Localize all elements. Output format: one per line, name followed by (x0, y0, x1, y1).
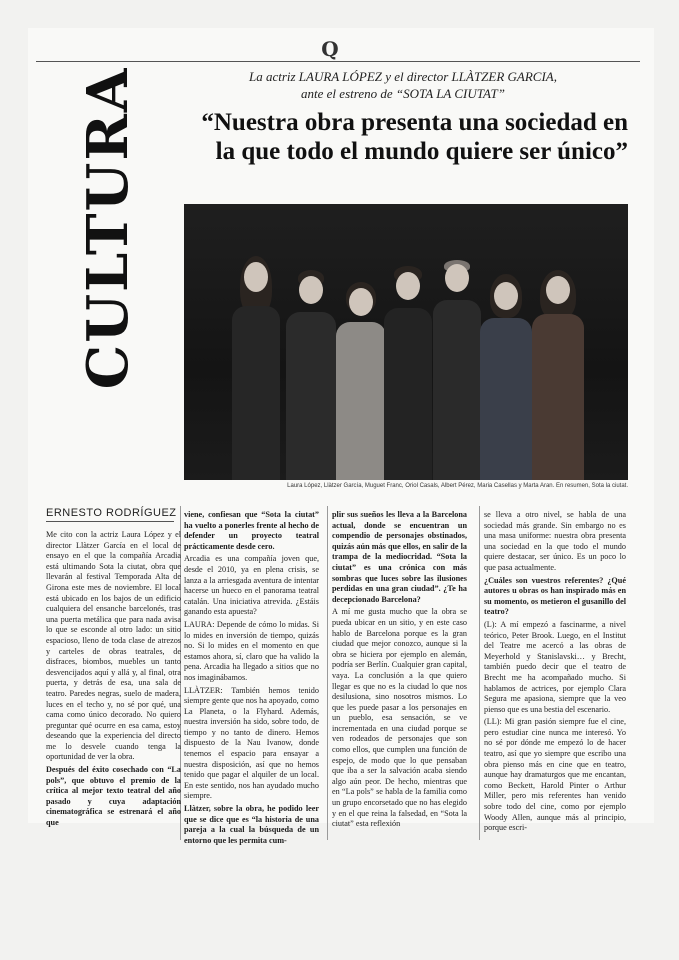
photo-caption: Laura López, Llàtzer García, Muguet Franc, Oriol Casals, Albert Pérez, Maria Casellas y Marta Aran. En resumen, Sota la ciutat. (287, 483, 628, 489)
article-column-1 (46, 530, 181, 835)
top-rule (36, 61, 640, 62)
publication-logo: Q (321, 37, 339, 61)
kicker (228, 68, 578, 102)
person-figure (228, 256, 284, 480)
byline-rule (46, 521, 174, 522)
article-column-4 (484, 510, 626, 840)
kicker-line-2: ante el estreno de “SOTA LA CIUTAT” (301, 86, 505, 101)
paragraph: ¿Cuáles son vuestros referentes? ¿Qué autores u obras os han inspirado más en su momento, os metieron el gusanillo del teatro? (484, 575, 626, 617)
headline: “Nuestra obra presenta una sociedad en la que todo el mundo quiere ser único” (201, 109, 628, 165)
paragraph: Después del éxito cosechado con “La pols”, que obtuvo el premio de la crítica al mejor texto teatral del año pasado y cuya adaptación cinematográfica se estrenará el año que (46, 765, 181, 828)
paragraph: (LL): Mi gran pasión siempre fue el cine, pero estudiar cine nunca me interesó. Yo no sé por dónde me empezó lo de hacer teatro, así que yo siempre que escribo una obra pienso más en cine que en teatro, aunque hay dramaturgos que me encantan, como Beckett, Harold Pinter o Arthur Miller, pero mis referentes han venido sobre todo del cine, como por ejemplo Woody Allen, aunque más al principio, porque escri- (484, 717, 626, 833)
section-label (60, 64, 156, 392)
paragraph: LAURA: Depende de cómo lo midas. Si lo mides en inversión de tiempo, quizás no. Si lo mides en el momento en que estamos ahora, sí, claro que ha valido la pena. Arcadia ha llegado a sitios que no nos imaginábamos. (184, 619, 319, 682)
section-title: CULTURA (75, 66, 141, 390)
byline: ERNESTO RODRÍGUEZ (46, 507, 177, 519)
person-figure (528, 270, 588, 480)
paragraph: LLÀTZER: También hemos tenido siempre gente que nos ha apoyado, como La Planeta, o la Flyhard. Además, nuestra inversión ha sido, sobre todo, de tiempo y no tanto de dinero. Hemos dispuesto de la Nau Ivanow, donde tenemos el espacio para ensayar a nuestra disposición, así que no hemos tenido que pagar el alquiler de un local. En este sentido, nos han ayudado mucho siempre. (184, 685, 319, 801)
paragraph: Arcadia es una compañía joven que, desde el 2010, ya en plena crisis, se lanza a la arriesgada aventura de intentar hacerse un hueco en el panorama teatral catalán. Una iniciativa atrevida. ¿Estáis ganando esta apuesta? (184, 554, 319, 617)
paragraph: A mí me gusta mucho que la obra se pueda ubicar en un sitio, y en este caso hablo de Barcelona porque es la gran ciudad que mejor conozco, aunque si la obra se hiciera por ejemplo en alemán, podría ser Berlín. Cualquier gran capital, vaya. La conclusión a la que quiero llegar es que no es la ciudad lo que nos desilusiona, sino nosotros mismos. Lo que les puede pasar a los personajes en un pueblo, esa sensación, se ve incrementada en una ciudad porque se ven rodeados de personajes que son como ellos, que cumplen una función de espejo, de modo que lo que pensaban que iba a ser la salvación acaba siendo algo aún peor. De hecho, mientras que en “La pols” se habla de la familia como un grupo encorsetado que no has elegido y en el que reina la falsedad, en “Sota la ciutat” esta reflexión (332, 607, 467, 829)
paragraph: se lleva a otro nivel, se habla de una sociedad más grande. Sin embargo no es una masa uniforme: nuestra obra presenta una sociedad en la que todo el mundo quiere destacar, ser único. Es un poco lo que pasa actualmente. (484, 510, 626, 572)
article-column-3 (332, 510, 467, 840)
column-rule (479, 506, 480, 840)
paragraph: plir sus sueños les lleva a la Barcelona actual, donde se encuentran un compendio de personajes obstinados, quizás aún más que ellos, en salir de la trampa de la mediocridad. “Sota la ciutat” es una crónica con más sombras que luces sobre las ilusiones perdidas en una gran ciudad”. ¿Te ha decepcionado Barcelona? (332, 510, 467, 604)
person-figure (284, 270, 338, 480)
paragraph: viene, confiesan que “Sota la ciutat” ha vuelto a ponerles frente al hecho de defender un proyecto teatral prácticamente desde cero. (184, 510, 319, 551)
paragraph: Llàtzer, sobre la obra, he podido leer que se dice que es “la historia de una pareja a la cual la búsqueda de un entorno que les permita cum- (184, 804, 319, 845)
paragraph: (L): A mí empezó a fascinarme, a nivel teórico, Peter Brook. Luego, en el Institut del Teatre me acercó a las obras de Meyerhold y Stanislavski… y Brecht, también puedo decir que el teatro de Brecht me ha acompañado mucho. Si hablamos de actrices, por ejemplo Clara Segura me apasiona, siempre que la veo pienso que es una bestia del escenario. (484, 619, 626, 714)
group-photo (184, 204, 628, 480)
article-column-2 (184, 510, 319, 845)
person-figure (476, 274, 536, 480)
person-figure (380, 266, 436, 480)
paragraph: Me cito con la actriz Laura López y el director Llàtzer García en el local de ensayo en el que la compañía Arcadia está ultimando Sota la ciutat, obra que llevarán al festival Temporada Alta de Girona este mes de noviembre. El local está ubicado en los bajos de un edificio cualquiera del ensanche barcelonés, tras una puerta metálica que para nada avisa lo que se esconde al otro lado: un sitio espacioso, lleno de toda clase de atrezos y carteles de obras teatrales, de disfraces, biombos, muebles un tanto desvencijados aquí y allá y, al final, otra puerta, y detrás de esa, una sala de teatro. Paredes negras, suelo de madera, luces en el techo y, no sé por qué, una cama como único decorado. No quiero preguntar qué ocurre en esa cama, estoy deseando que la experiencia del directo me lo desvele cuando tenga la oportunidad de ver la obra. (46, 530, 181, 762)
kicker-line-1: La actriz LAURA LÓPEZ y el director LLÀTZER GARCIA, (248, 69, 558, 84)
column-rule (327, 506, 328, 840)
